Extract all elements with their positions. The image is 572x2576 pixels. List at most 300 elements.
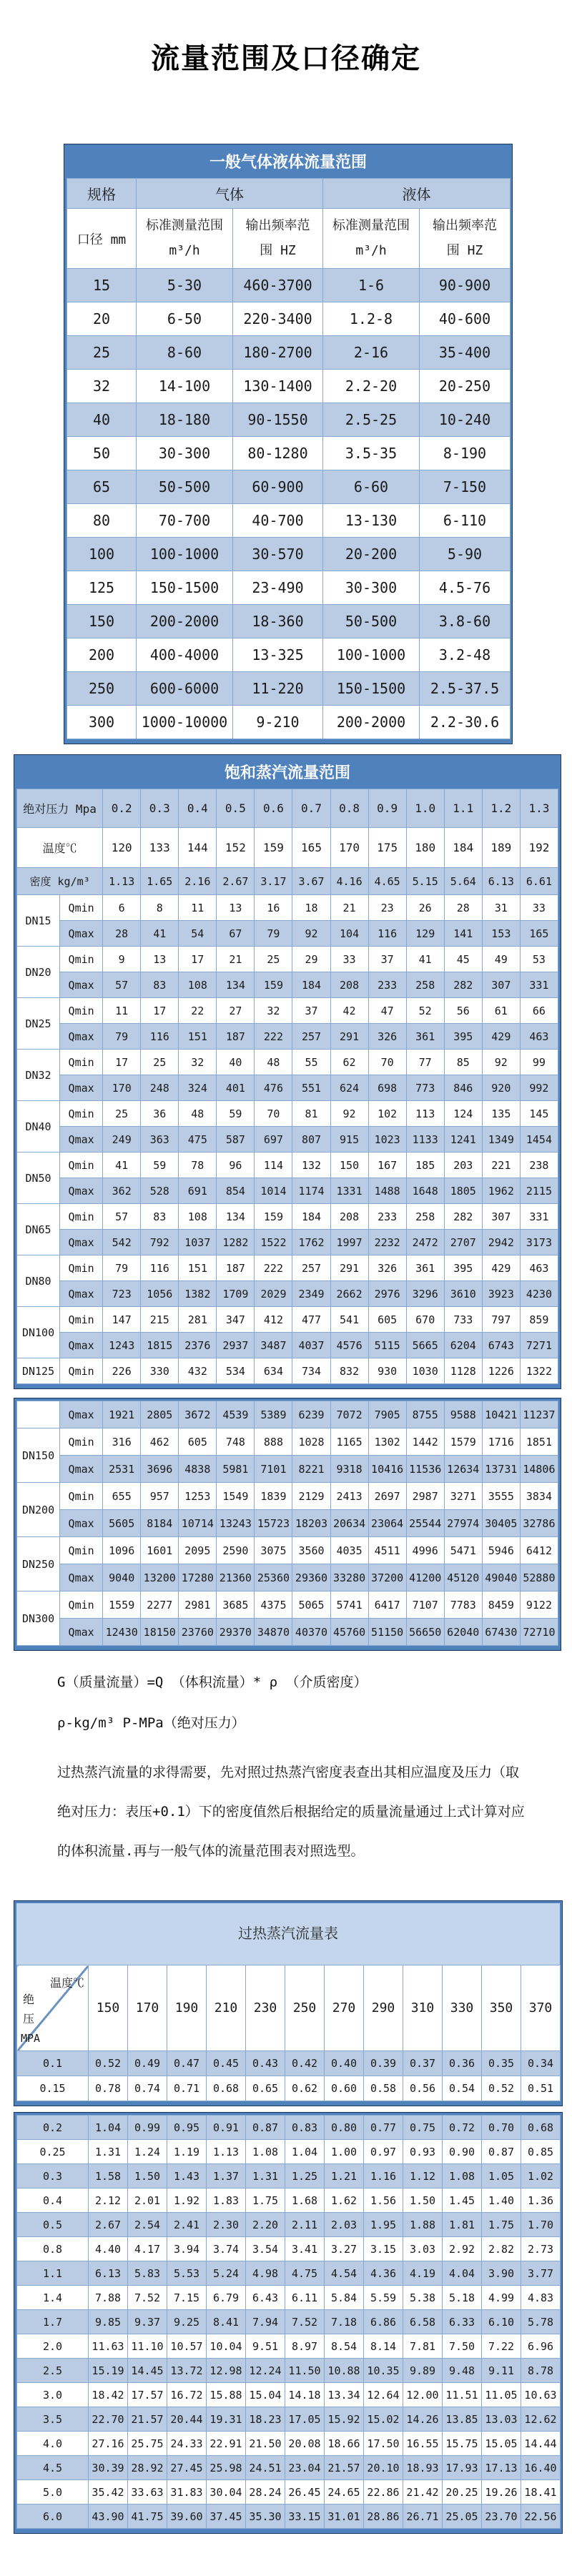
value-cell: 37200 [368, 1564, 406, 1592]
value-cell: 167 [368, 1153, 406, 1178]
value-cell: 24.33 [167, 2432, 207, 2456]
value-cell: 1133 [406, 1127, 444, 1153]
value-cell: 5.15 [406, 868, 444, 895]
value-cell: 0.74 [128, 2076, 167, 2101]
value-cell: 30405 [482, 1510, 520, 1537]
value-cell: 184 [292, 972, 330, 998]
value-cell: 17.50 [364, 2432, 403, 2456]
frequency-label: 输出频率范围 HZ [433, 218, 497, 258]
value-cell: 1.45 [443, 2188, 482, 2213]
value-cell: 0.34 [521, 2051, 561, 2076]
q-label-cell: Qmax [60, 1333, 103, 1358]
row-label-cell: 150 [67, 605, 137, 638]
table-row [17, 2188, 561, 2213]
value-cell: 187 [217, 1255, 255, 1281]
value-cell: 12.62 [521, 2407, 561, 2432]
value-cell: 0.71 [167, 2076, 207, 2101]
row-label-cell: DN20 [17, 947, 60, 998]
value-cell: 3.54 [246, 2237, 285, 2261]
row-label-cell: DN32 [17, 1050, 60, 1101]
value-cell: 165 [520, 921, 558, 947]
value-cell: 3.74 [207, 2237, 246, 2261]
value-cell: 1030 [406, 1358, 444, 1384]
pressure-label-cell: 4.0 [17, 2432, 89, 2456]
value-cell: 61 [482, 998, 520, 1024]
value-cell: 0.93 [403, 2140, 443, 2164]
value-cell: 57 [103, 972, 141, 998]
value-cell: 3923 [482, 1281, 520, 1307]
value-cell: 1601 [141, 1537, 179, 1564]
value-cell: 316 [103, 1428, 141, 1456]
value-cell: 915 [330, 1127, 368, 1153]
value-cell: 15.88 [207, 2383, 246, 2407]
value-cell: 1.95 [364, 2213, 403, 2237]
value-cell: 2-16 [323, 336, 420, 370]
general-flow-grid [66, 178, 511, 739]
temperature-row [17, 828, 558, 868]
saturated-steam-title: 饱和蒸汽流量范围 [16, 757, 558, 789]
value-cell: 6412 [520, 1537, 558, 1564]
value-cell: 992 [520, 1075, 558, 1101]
value-cell: 8.14 [364, 2334, 403, 2359]
row-label-cell: DN25 [17, 998, 60, 1050]
value-cell: 0.78 [89, 2076, 128, 2101]
value-cell: 187 [217, 1024, 255, 1050]
value-cell: 238 [520, 1153, 558, 1178]
value-cell: 1488 [368, 1178, 406, 1204]
superheated-steam-grid-lower [16, 2115, 561, 2529]
value-cell: 462 [141, 1428, 179, 1456]
value-cell: 18-180 [137, 403, 233, 437]
value-cell: 55 [292, 1050, 330, 1075]
value-cell: 56650 [406, 1619, 444, 1646]
value-cell: 12.00 [403, 2383, 443, 2407]
value-cell: 116 [368, 921, 406, 947]
value-cell: 9-210 [233, 706, 323, 739]
value-cell: 0.37 [403, 2051, 443, 2076]
value-cell: 23760 [179, 1619, 217, 1646]
table-row [17, 2456, 561, 2480]
table-row [17, 1204, 558, 1230]
value-cell: 20634 [330, 1510, 368, 1537]
value-cell: 28.86 [364, 2505, 403, 2529]
table-row [17, 1127, 558, 1153]
value-cell: 1282 [217, 1230, 255, 1255]
value-cell: 6.13 [89, 2261, 128, 2286]
value-cell: 2129 [292, 1483, 330, 1510]
value-cell: 5.18 [443, 2286, 482, 2310]
value-cell: 1.1 [444, 789, 482, 828]
value-cell: 10.04 [207, 2334, 246, 2359]
value-cell: 150 [89, 1965, 128, 2051]
value-cell: 670 [406, 1307, 444, 1333]
value-cell: 159 [255, 1204, 292, 1230]
value-cell: 9588 [444, 1401, 482, 1428]
value-cell: 5.83 [128, 2261, 167, 2286]
value-cell: 1.12 [403, 2164, 443, 2188]
value-cell: 41 [103, 1153, 141, 1178]
table-row [17, 2359, 561, 2383]
value-cell: 4.65 [368, 868, 406, 895]
value-cell: 49040 [482, 1564, 520, 1592]
value-cell: 32786 [520, 1510, 558, 1537]
value-cell: 0.42 [285, 2051, 325, 2076]
value-cell: 2981 [179, 1592, 217, 1619]
value-cell: 19.31 [207, 2407, 246, 2432]
value-cell: 3.17 [255, 868, 292, 895]
value-cell: 9318 [330, 1456, 368, 1483]
value-cell: 9.51 [246, 2334, 285, 2359]
value-cell: 655 [103, 1483, 141, 1510]
value-cell: 22 [179, 998, 217, 1024]
value-cell: 10.63 [521, 2383, 561, 2407]
value-cell: 1.40 [482, 2188, 521, 2213]
pressure-label-cell: 1.1 [17, 2261, 89, 2286]
value-cell: 9 [103, 947, 141, 972]
value-cell: 21.42 [403, 2480, 443, 2505]
value-cell: 37 [368, 947, 406, 972]
value-cell: 208 [330, 972, 368, 998]
value-cell: 20-200 [323, 538, 420, 571]
value-cell: 854 [217, 1178, 255, 1204]
table-row [17, 921, 558, 947]
value-cell: 8 [141, 895, 179, 921]
gas-frequency-header [233, 209, 323, 269]
table-row [17, 2286, 561, 2310]
value-cell: 429 [482, 1255, 520, 1281]
value-cell: 249 [103, 1127, 141, 1153]
value-cell: 7.94 [246, 2310, 285, 2334]
q-label-cell: Qmin [60, 1204, 103, 1230]
value-cell: 18 [292, 895, 330, 921]
value-cell: 90-900 [420, 269, 511, 302]
value-cell: 534 [217, 1358, 255, 1384]
value-cell: 79 [103, 1024, 141, 1050]
value-cell: 184 [292, 1204, 330, 1230]
row-label-cell: 80 [67, 504, 137, 538]
value-cell: 326 [368, 1255, 406, 1281]
value-cell: 1.31 [89, 2140, 128, 2164]
value-cell: 3.77 [521, 2261, 561, 2286]
row-label-cell: 15 [67, 269, 137, 302]
q-label-cell: Qmax [60, 1024, 103, 1050]
value-cell: 14.18 [285, 2383, 325, 2407]
value-cell: 1302 [368, 1428, 406, 1456]
superheated-steam-body-lower [17, 2116, 561, 2529]
value-cell: 222 [255, 1255, 292, 1281]
value-cell: 96 [217, 1153, 255, 1178]
value-cell: 24.65 [325, 2480, 364, 2505]
value-cell: 4838 [179, 1456, 217, 1483]
value-cell: 32 [179, 1050, 217, 1075]
table-row [17, 2383, 561, 2407]
table-row [17, 2051, 561, 2076]
value-cell: 17.93 [443, 2456, 482, 2480]
value-cell: 14-100 [137, 370, 233, 403]
value-cell: 7783 [444, 1592, 482, 1619]
value-cell: 2.73 [521, 2237, 561, 2261]
pressure-label-cell: 5.0 [17, 2480, 89, 2505]
row-label-cell: DN125 [17, 1358, 60, 1384]
value-cell: 541 [330, 1307, 368, 1333]
value-cell: 59 [217, 1101, 255, 1127]
value-cell: 257 [292, 1024, 330, 1050]
value-cell: 21 [330, 895, 368, 921]
value-cell: 54 [179, 921, 217, 947]
value-cell: 120 [103, 828, 141, 868]
row-label-cell: 65 [67, 470, 137, 504]
q-label-cell: Qmax [60, 1230, 103, 1255]
value-cell: 3610 [444, 1281, 482, 1307]
table-row [17, 1483, 558, 1510]
pressure-label-cell: 2.5 [17, 2359, 89, 2383]
value-cell: 2.2-20 [323, 370, 420, 403]
value-cell: 3.90 [482, 2261, 521, 2286]
value-cell: 11 [179, 895, 217, 921]
table-row [17, 2505, 561, 2529]
value-cell: 100-1000 [137, 538, 233, 571]
value-cell: 1.3 [520, 789, 558, 828]
table-row [17, 1024, 558, 1050]
value-cell: 13 [217, 895, 255, 921]
table-row [67, 571, 511, 605]
value-cell: 0.70 [482, 2116, 521, 2140]
value-cell: 691 [179, 1178, 217, 1204]
value-cell: 39.60 [167, 2505, 207, 2529]
value-cell: 12.24 [246, 2359, 285, 2383]
table-row [17, 1255, 558, 1281]
value-cell: 215 [141, 1307, 179, 1333]
table-row [17, 2334, 561, 2359]
pressure-label-cell: 0.15 [17, 2076, 89, 2101]
table-row [17, 1358, 558, 1384]
value-cell: 2232 [368, 1230, 406, 1255]
value-cell: 25544 [406, 1510, 444, 1537]
value-cell: 10-240 [420, 403, 511, 437]
value-cell: 1.21 [325, 2164, 364, 2188]
value-cell: 5-90 [420, 538, 511, 571]
value-cell: 258 [406, 972, 444, 998]
value-cell: 3.67 [292, 868, 330, 895]
value-cell: 331 [520, 1204, 558, 1230]
value-cell: 7101 [255, 1456, 292, 1483]
value-cell: 1028 [292, 1428, 330, 1456]
value-cell: 1.08 [246, 2140, 285, 2164]
value-cell: 7.18 [325, 2310, 364, 2334]
value-cell: 11-220 [233, 672, 323, 706]
value-cell: 7-150 [420, 470, 511, 504]
value-cell: 1.13 [207, 2140, 246, 2164]
value-cell: 3.94 [167, 2237, 207, 2261]
row-label-cell: 300 [67, 706, 137, 739]
value-cell: 8221 [292, 1456, 330, 1483]
value-cell: 10416 [368, 1456, 406, 1483]
value-cell: 200-2000 [323, 706, 420, 739]
value-cell: 29370 [217, 1619, 255, 1646]
value-cell: 1.04 [89, 2116, 128, 2140]
row-label-cell: 125 [67, 571, 137, 605]
value-cell: 17 [103, 1050, 141, 1075]
q-label-cell: Qmin [60, 895, 103, 921]
value-cell: 17 [179, 947, 217, 972]
value-cell: 2.20 [246, 2213, 285, 2237]
table-row [17, 2164, 561, 2188]
value-cell: 85 [444, 1050, 482, 1075]
value-cell: 20.25 [443, 2480, 482, 2505]
symbols-note: ρ-kg/m³ P-MPa（绝对压力） [57, 1715, 245, 1731]
value-cell: 1322 [520, 1358, 558, 1384]
value-cell: 17280 [179, 1564, 217, 1592]
value-cell: 362 [103, 1178, 141, 1204]
value-cell: 2.92 [443, 2237, 482, 2261]
value-cell: 290 [364, 1965, 403, 2051]
saturated-steam-body-upper [17, 895, 558, 1384]
q-label-cell: Qmin [60, 998, 103, 1024]
value-cell: 27974 [444, 1510, 482, 1537]
q-label-cell: Qmax [60, 921, 103, 947]
table-row [67, 179, 511, 209]
value-cell: 2.16 [179, 868, 217, 895]
value-cell: 7072 [330, 1401, 368, 1428]
value-cell: 83 [141, 1204, 179, 1230]
range-label: 标准测量范围 [146, 218, 223, 234]
table-row [67, 504, 511, 538]
value-cell: 23064 [368, 1510, 406, 1537]
value-cell: 5.24 [207, 2261, 246, 2286]
value-cell: 18203 [292, 1510, 330, 1537]
value-cell: 310 [403, 1965, 443, 2051]
value-cell: 130-1400 [233, 370, 323, 403]
value-cell: 62040 [444, 1619, 482, 1646]
value-cell: 6204 [444, 1333, 482, 1358]
value-cell: 5741 [330, 1592, 368, 1619]
value-cell: 282 [444, 972, 482, 998]
value-cell: 27 [217, 998, 255, 1024]
value-cell: 331 [520, 972, 558, 998]
value-cell: 412 [255, 1307, 292, 1333]
value-cell: 2095 [179, 1537, 217, 1564]
value-cell: 15.19 [89, 2359, 128, 2383]
value-cell: 8-190 [420, 437, 511, 470]
value-cell: 13.34 [325, 2383, 364, 2407]
value-cell: 258 [406, 1204, 444, 1230]
value-cell: 307 [482, 972, 520, 998]
value-cell: 13243 [217, 1510, 255, 1537]
value-cell: 11.51 [443, 2383, 482, 2407]
value-cell: 347 [217, 1307, 255, 1333]
value-cell: 2376 [179, 1333, 217, 1358]
value-cell: 1997 [330, 1230, 368, 1255]
value-cell: 18.42 [89, 2383, 128, 2407]
value-cell: 13.03 [482, 2407, 521, 2432]
value-cell: 5.38 [403, 2286, 443, 2310]
value-cell: 1815 [141, 1333, 179, 1358]
value-cell: 476 [255, 1075, 292, 1101]
value-cell: 133 [141, 828, 179, 868]
value-cell: 21 [217, 947, 255, 972]
value-cell: 1962 [482, 1178, 520, 1204]
value-cell: 13200 [141, 1564, 179, 1592]
table-row [17, 2432, 561, 2456]
value-cell: 0.40 [325, 2051, 364, 2076]
saturated-steam-table-lower [14, 1398, 561, 1650]
q-label-cell: Qmax [60, 1619, 103, 1646]
value-cell: 2531 [103, 1456, 141, 1483]
value-cell: 134 [217, 972, 255, 998]
value-cell: 170 [330, 828, 368, 868]
value-cell: 8.78 [521, 2359, 561, 2383]
value-cell: 2707 [444, 1230, 482, 1255]
value-cell: 846 [444, 1075, 482, 1101]
value-cell: 8-60 [137, 336, 233, 370]
value-cell: 80-1280 [233, 437, 323, 470]
value-cell: 5981 [217, 1456, 255, 1483]
value-cell: 4.98 [246, 2261, 285, 2286]
value-cell: 1.02 [521, 2164, 561, 2188]
value-cell: 25 [103, 1101, 141, 1127]
q-label-cell: Qmin [60, 1255, 103, 1281]
value-cell: 1253 [179, 1483, 217, 1510]
value-cell: 25.75 [128, 2432, 167, 2456]
value-cell: 30-300 [323, 571, 420, 605]
value-cell: 8.97 [285, 2334, 325, 2359]
value-cell: 66 [520, 998, 558, 1024]
value-cell: 233 [368, 972, 406, 998]
saturated-steam-grid-lower [16, 1401, 558, 1646]
table-row [17, 1619, 558, 1646]
page-title: 流量范围及口径确定 [151, 41, 421, 75]
value-cell: 395 [444, 1024, 482, 1050]
value-cell: 7.81 [403, 2334, 443, 2359]
value-cell: 2.30 [207, 2213, 246, 2237]
pressure-label-cell: 4.5 [17, 2456, 89, 2480]
table-row [67, 706, 511, 739]
value-cell: 1174 [292, 1178, 330, 1204]
value-cell: 1.19 [167, 2140, 207, 2164]
value-cell: 7905 [368, 1401, 406, 1428]
value-cell: 2697 [368, 1483, 406, 1510]
value-cell: 363 [141, 1127, 179, 1153]
value-cell: 0.45 [207, 2051, 246, 2076]
value-cell: 124 [444, 1101, 482, 1127]
value-cell: 1.00 [325, 2140, 364, 2164]
value-cell: 2.54 [128, 2213, 167, 2237]
value-cell: 17.05 [285, 2407, 325, 2432]
value-cell: 222 [255, 1024, 292, 1050]
value-cell: 40 [217, 1050, 255, 1075]
value-cell: 1839 [255, 1483, 292, 1510]
value-cell: 2.2-30.6 [420, 706, 511, 739]
value-cell: 145 [520, 1101, 558, 1127]
value-cell: 30-570 [233, 538, 323, 571]
value-cell: 11536 [406, 1456, 444, 1483]
temperature-row [17, 1965, 561, 2051]
value-cell: 108 [179, 1204, 217, 1230]
value-cell: 0.47 [167, 2051, 207, 2076]
pressure-label-cell: 0.5 [17, 2213, 89, 2237]
value-cell: 192 [520, 828, 558, 868]
value-cell: 134 [217, 1204, 255, 1230]
table-row [17, 895, 558, 921]
value-cell: 920 [482, 1075, 520, 1101]
value-cell: 4.17 [128, 2237, 167, 2261]
row-label-cell: 50 [67, 437, 137, 470]
value-cell: 5605 [103, 1510, 141, 1537]
table-row [67, 470, 511, 504]
value-cell: 35.42 [89, 2480, 128, 2505]
value-cell: 3296 [406, 1281, 444, 1307]
value-cell: 697 [255, 1127, 292, 1153]
